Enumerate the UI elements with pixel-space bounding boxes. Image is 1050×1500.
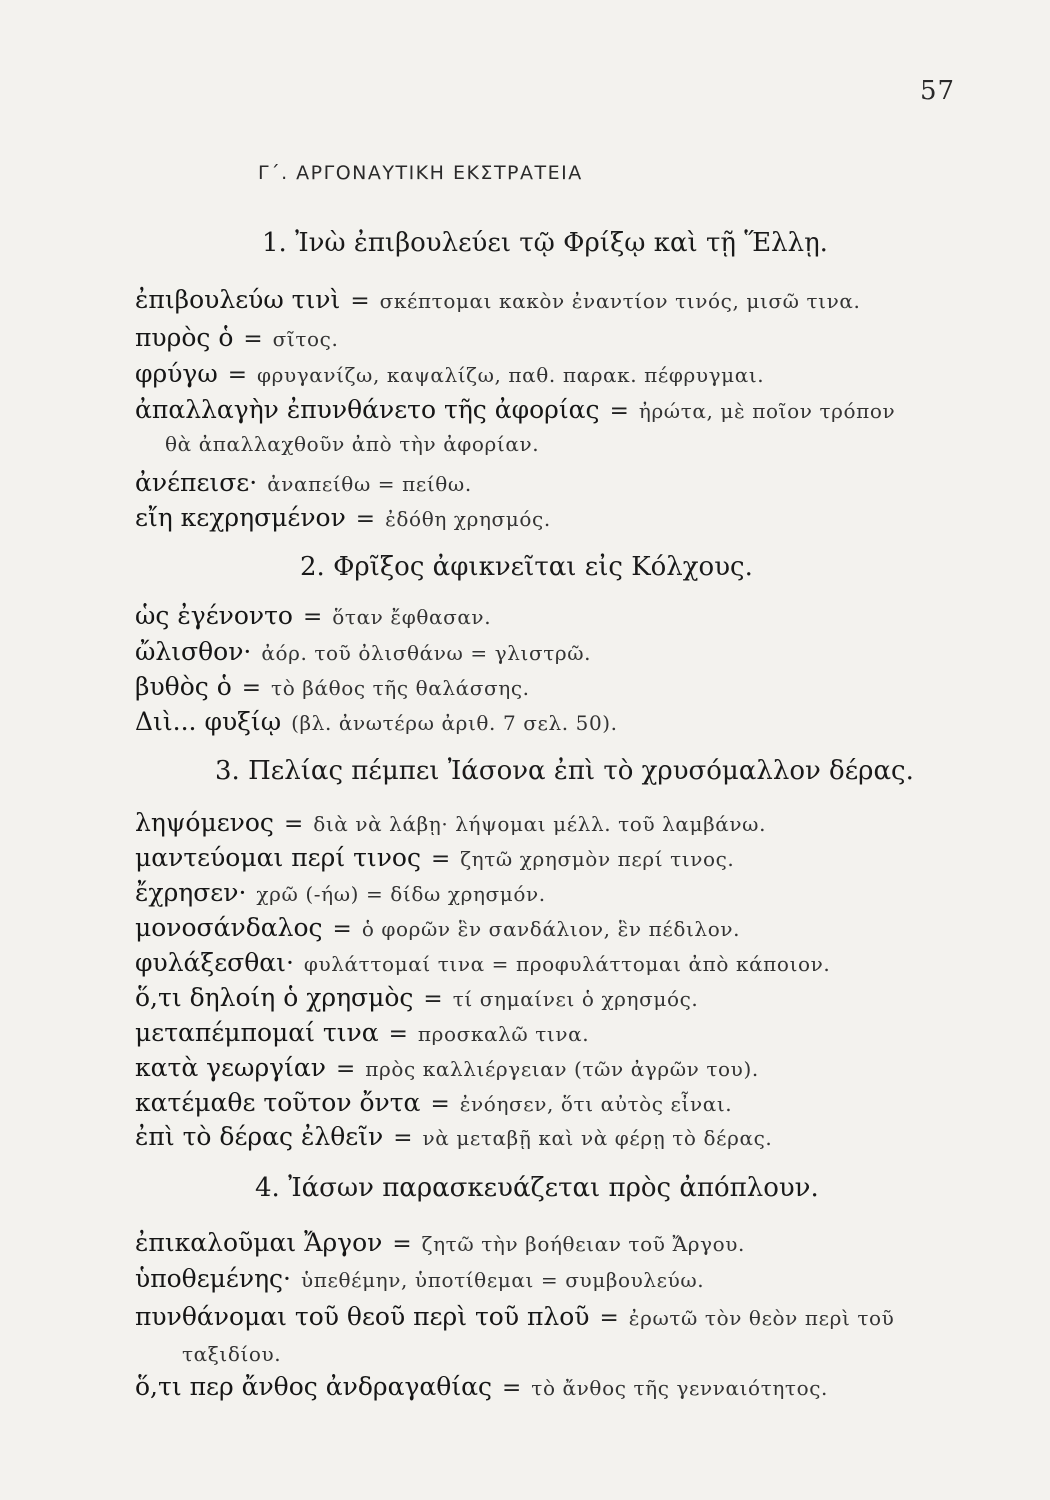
entry-gloss: ὅταν ἔφθασαν. <box>332 605 492 629</box>
entry-term: ὡς ἐγένοντο <box>135 601 293 630</box>
entry-separator: = <box>609 398 629 424</box>
glossary-entry <box>135 468 472 497</box>
entry-gloss: προσκαλῶ τινα. <box>417 1022 590 1046</box>
section-heading-2: 2. Φρῖξος ἀφικνεῖται εἰς Κόλχους. <box>300 552 753 582</box>
entry-separator: = <box>388 1021 408 1047</box>
entry-term: ἐπιβουλεύω τινὶ <box>135 285 341 314</box>
entry-gloss: νὰ μεταβῇ καὶ νὰ φέρῃ τὸ δέρας. <box>422 1126 773 1150</box>
entry-term: Διὶ... φυξίῳ <box>135 707 282 736</box>
glossary-entry <box>135 1053 759 1082</box>
entry-separator: = <box>355 506 376 532</box>
entry-separator: = <box>393 1125 413 1151</box>
entry-gloss: ἀναπείθω = πείθω. <box>267 472 472 496</box>
glossary-entry <box>135 1122 772 1151</box>
entry-gloss-continuation: ταξιδίου. <box>182 1342 282 1366</box>
entry-term: φρύγω <box>135 359 218 388</box>
glossary-entry <box>135 1264 704 1293</box>
entry-separator <box>294 951 304 977</box>
glossary-entry <box>135 359 764 388</box>
entry-separator: = <box>227 362 248 388</box>
glossary-entry <box>135 672 530 701</box>
glossary-entry <box>135 707 618 736</box>
entry-gloss: ἐνόησεν, ὅτι αὐτὸς εἶναι. <box>459 1092 733 1116</box>
entry-separator <box>291 1267 301 1293</box>
entry-term: πυρὸς ὁ <box>135 323 234 352</box>
entry-separator <box>246 881 256 907</box>
entry-gloss: φρυγανίζω, καψαλίζω, παθ. παρακ. πέφρυγμαι. <box>257 363 765 387</box>
glossary-entry <box>135 983 698 1012</box>
entry-gloss: ζητῶ χρησμὸν περί τινος. <box>460 847 735 871</box>
glossary-entry <box>135 1088 732 1117</box>
entry-separator: = <box>502 1375 522 1401</box>
page-number: 57 <box>920 76 956 106</box>
glossary-entry <box>135 1302 894 1331</box>
glossary-entry <box>135 948 830 977</box>
entry-term: ἀνέπεισε· <box>135 468 258 497</box>
entry-gloss: ὁ φορῶν ἓν σανδάλιον, ἓν πέδιλον. <box>361 917 741 941</box>
entry-term: κατὰ γεωργίαν <box>135 1053 326 1082</box>
section-heading-1: 1. Ἰνὼ ἐπιβουλεύει τῷ Φρίξῳ καὶ τῇ Ἕλλῃ. <box>262 228 828 258</box>
entry-gloss: σῖτος. <box>272 327 339 351</box>
entry-gloss-continuation: θὰ ἀπαλλαχθοῦν ἀπὸ τὴν ἀφορίαν. <box>165 432 540 456</box>
entry-gloss: φυλάττομαί τινα = προφυλάττομαι ἀπὸ κάποιον. <box>303 952 831 976</box>
glossary-entry <box>135 395 895 424</box>
glossary-entry <box>135 323 338 352</box>
entry-gloss: ἀόρ. τοῦ ὀλισθάνω = γλιστρῶ. <box>261 641 592 665</box>
entry-term: ὅ,τι δηλοίη ὁ χρησμὸς <box>135 983 414 1012</box>
entry-separator: = <box>241 675 262 701</box>
glossary-entry <box>135 808 766 837</box>
glossary-entry <box>135 913 740 942</box>
glossary-entry <box>135 878 546 907</box>
entry-gloss: σκέπτομαι κακὸν ἐναντίον τινός, μισῶ τινα. <box>379 289 861 313</box>
entry-separator: = <box>599 1305 619 1331</box>
glossary-entry <box>135 1018 589 1047</box>
entry-gloss: ὑπεθέμην, ὑποτίθεμαι = συμβουλεύω. <box>301 1268 705 1292</box>
entry-term: μονοσάνδαλος <box>135 913 323 942</box>
entry-separator <box>281 710 291 736</box>
entry-gloss: διὰ νὰ λάβῃ· λήψομαι μέλλ. τοῦ λαμβάνω. <box>313 812 767 836</box>
glossary-entry <box>135 1228 745 1257</box>
entry-term: ἀπαλλαγὴν ἐπυνθάνετο τῆς ἀφορίας <box>135 395 600 424</box>
entry-separator: = <box>392 1231 412 1257</box>
glossary-entry <box>135 285 860 314</box>
entry-gloss: πρὸς καλλιέργειαν (τῶν ἀγρῶν του). <box>365 1057 759 1081</box>
entry-gloss: τί σημαίνει ὁ χρησμός. <box>452 987 699 1011</box>
entry-gloss: ζητῶ τὴν βοήθειαν τοῦ Ἄργου. <box>421 1232 745 1256</box>
entry-gloss: χρῶ (-ήω) = δίδω χρησμόν. <box>256 882 546 906</box>
entry-term: μεταπέμπομαί τινα <box>135 1018 379 1047</box>
entry-separator: = <box>423 986 443 1012</box>
entry-gloss: (βλ. ἀνωτέρω ἀριθ. 7 σελ. 50). <box>291 711 618 735</box>
glossary-entry <box>135 601 491 630</box>
entry-gloss: ἐδόθη χρησμός. <box>385 507 551 531</box>
entry-gloss: ἠρώτα, μὲ ποῖον τρόπον <box>638 399 896 423</box>
entry-gloss: τὸ βάθος τῆς θαλάσσης. <box>271 676 530 700</box>
entry-separator <box>257 471 267 497</box>
glossary-entry <box>135 637 591 666</box>
entry-term: πυνθάνομαι τοῦ θεοῦ περὶ τοῦ πλοῦ <box>135 1302 590 1331</box>
entry-separator: = <box>335 1056 356 1082</box>
entry-separator: = <box>350 288 370 314</box>
entry-term: ἔχρησεν· <box>135 878 247 907</box>
section-heading-4: 4. Ἰάσων παρασκευάζεται πρὸς ἀπόπλουν. <box>255 1173 819 1203</box>
chapter-title: Γ΄. ΑΡΓΟΝΑΥΤΙΚΗ ΕΚΣΤΡΑΤΕΙΑ <box>258 162 583 184</box>
entry-separator: = <box>283 811 304 837</box>
entry-separator: = <box>243 326 263 352</box>
entry-gloss: ἐρωτῶ τὸν θεὸν περὶ τοῦ <box>628 1306 895 1330</box>
entry-separator: = <box>430 846 451 872</box>
entry-term: ὑποθεμένης· <box>135 1264 292 1293</box>
entry-separator: = <box>332 916 352 942</box>
entry-separator <box>251 640 261 666</box>
entry-term: ὤλισθον· <box>135 637 252 666</box>
glossary-entry <box>135 1372 828 1401</box>
entry-term: κατέμαθε τοῦτον ὄντα <box>135 1088 421 1117</box>
entry-term: ἐπὶ τὸ δέρας ἐλθεῖν <box>135 1122 384 1151</box>
entry-gloss: τὸ ἄνθος τῆς γενναιότητος. <box>531 1376 829 1400</box>
entry-term: ἐπικαλοῦμαι Ἄργον <box>135 1228 383 1257</box>
entry-term: ληψόμενος <box>135 808 274 837</box>
section-heading-3: 3. Πελίας πέμπει Ἰάσονα ἐπὶ τὸ χρυσόμαλλον δέρας. <box>215 756 914 786</box>
entry-term: ὅ,τι περ ἄνθος ἀνδραγαθίας <box>135 1372 493 1401</box>
glossary-entry <box>135 843 734 872</box>
entry-term: εἴη κεχρησμένον <box>135 503 346 532</box>
entry-term: μαντεύομαι περί τινος <box>135 843 421 872</box>
entry-separator: = <box>302 604 323 630</box>
entry-separator: = <box>430 1091 450 1117</box>
glossary-entry <box>135 503 551 532</box>
entry-term: φυλάξεσθαι· <box>135 948 294 977</box>
entry-term: βυθὸς ὁ <box>135 672 232 701</box>
